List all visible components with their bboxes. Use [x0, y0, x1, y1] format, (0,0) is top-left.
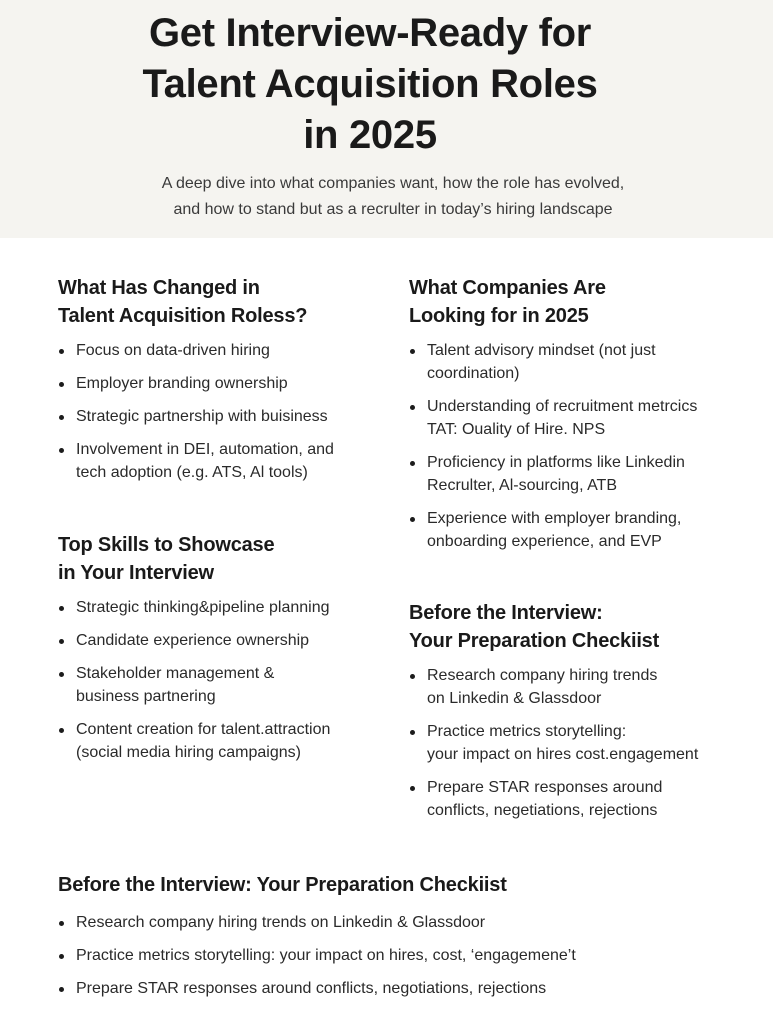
bullet-list: [409, 664, 759, 822]
bullet-text: Practice metrics storytelling: your impact on hires, cost, ‘engagemene’t: [76, 947, 576, 964]
heading-line: Talent Acquisition Roless?: [58, 305, 308, 327]
bullet-item: [58, 405, 378, 428]
bullet-text: Involvement in DEI, automation, and: [76, 441, 334, 458]
bullet-item: [58, 911, 758, 934]
bullet-text: Stakeholder management &: [76, 665, 275, 682]
bullet-item: [409, 664, 759, 710]
bullet-text: Talent advisory mindset (not just: [427, 342, 656, 359]
bullet-item: [58, 438, 378, 484]
bullet-text: tech adoption (e.g. ATS, Al tools): [76, 464, 308, 481]
bullet-item: [58, 339, 378, 362]
bullet-text: on Linkedin & Glassdoor: [427, 690, 602, 707]
bullet-text: Research company hiring trends on Linkedin & Glassdoor: [76, 914, 486, 931]
heading-line: in Your Interview: [58, 562, 214, 584]
bullet-item: [58, 944, 758, 967]
subtitle-line: and how to stand but as a recrulter in today’s hiring landscape: [173, 201, 613, 218]
hero-header: [0, 0, 773, 238]
heading-line: Your Preparation Checkiist: [409, 630, 660, 652]
section-heading: [58, 871, 758, 899]
heading-line: Top Skills to Showcase: [58, 534, 275, 556]
title-line: in 2025: [303, 113, 437, 157]
heading-line: What Has Changed in: [58, 277, 260, 299]
bullet-text: Practice metrics storytelling:: [427, 723, 627, 740]
bullet-text: Research company hiring trends: [427, 667, 658, 684]
bullet-text: Candidate experience ownership: [76, 632, 310, 649]
bullet-list: [58, 911, 758, 1000]
page-title: [0, 8, 740, 161]
bullet-text: Content creation for talent.attraction: [76, 721, 331, 738]
bullet-text: Prepare STAR responses around conflicts, negotiations, rejections: [76, 980, 547, 997]
bullet-text: conflicts, negetiations, rejections: [427, 802, 658, 819]
bullet-item: [58, 629, 378, 652]
bullet-list: [58, 339, 378, 484]
bullet-item: [58, 662, 378, 708]
page-subtitle: [0, 171, 773, 223]
bullet-text: Proficiency in platforms like Linkedin: [427, 454, 685, 471]
bullet-item: [409, 507, 759, 553]
bullet-item: [58, 977, 758, 1000]
section-heading: [58, 531, 378, 587]
bullet-text: Employer branding ownership: [76, 375, 288, 392]
bullet-text: business partnering: [76, 688, 216, 705]
section-heading: [58, 274, 378, 330]
bullet-item: [409, 339, 759, 385]
section-what-has-changed: [58, 274, 378, 494]
subtitle-line: A deep dive into what companies want, how the role has evolved,: [161, 175, 625, 192]
heading-line: Before the Interview:: [409, 602, 603, 624]
bullet-text: onboarding experience, and EVP: [427, 533, 662, 550]
bullet-list: [409, 339, 759, 553]
bullet-text: Experience with employer branding,: [427, 510, 682, 527]
heading-line: Before the Interview: Your Preparation Checkiist: [58, 874, 507, 896]
bullet-text: Strategic partnership with buisiness: [76, 408, 328, 425]
section-heading: [409, 274, 759, 330]
section-what-companies-want: [409, 274, 759, 563]
bullet-text: coordination): [427, 365, 520, 382]
bullet-text: (social media hiring campaigns): [76, 744, 301, 761]
bullet-text: Prepare STAR responses around: [427, 779, 663, 796]
heading-line: What Companies Are: [409, 277, 606, 299]
section-top-skills: [58, 531, 378, 774]
bullet-item: [409, 720, 759, 766]
bullet-item: [409, 395, 759, 441]
section-heading: [409, 599, 759, 655]
bullet-item: [58, 718, 378, 764]
title-line: Talent Acquisition Roles: [142, 62, 598, 106]
heading-line: Looking for in 2025: [409, 305, 589, 327]
section-preparation-checklist: [409, 599, 759, 832]
bullet-text: Understanding of recruitment metrcics: [427, 398, 698, 415]
title-line: Get Interview-Ready for: [148, 11, 592, 55]
bullet-item: [58, 372, 378, 395]
bullet-text: Strategic thinking&pipeline planning: [76, 599, 330, 616]
bullet-text: your impact on hires cost.engagement: [427, 746, 699, 763]
section-preparation-checklist-summary: [58, 871, 758, 1010]
bullet-list: [58, 596, 378, 764]
bullet-text: TAT: Ouality of Hire. NPS: [427, 421, 606, 438]
bullet-item: [409, 451, 759, 497]
bullet-item: [409, 776, 759, 822]
bullet-item: [58, 596, 378, 619]
bullet-text: Recrulter, Al-sourcing, ATB: [427, 477, 617, 494]
bullet-text: Focus on data-driven hiring: [76, 342, 270, 359]
